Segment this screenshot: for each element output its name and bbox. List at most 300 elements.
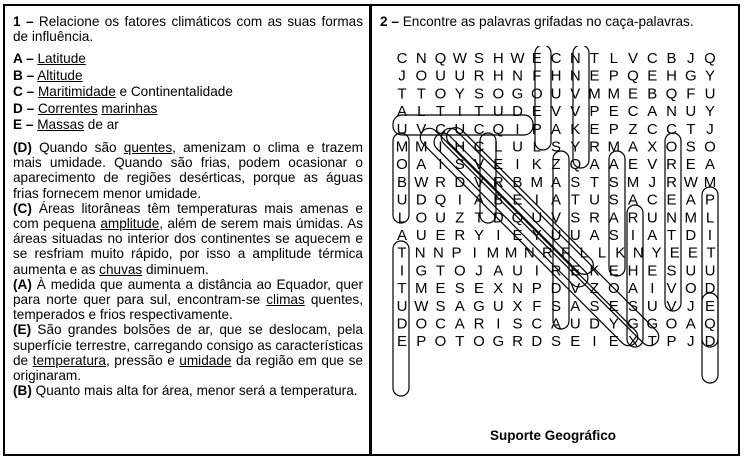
grid-letter[interactable]: U	[550, 85, 562, 103]
grid-letter[interactable]: R	[589, 209, 600, 227]
grid-letter[interactable]: S	[608, 173, 619, 191]
grid-letter[interactable]: M	[530, 173, 544, 191]
grid-letter[interactable]: E	[608, 103, 619, 121]
grid-letter[interactable]: X	[493, 280, 504, 298]
grid-letter[interactable]: U	[492, 103, 504, 121]
grid-letter[interactable]: S	[454, 280, 465, 298]
grid-letter[interactable]: U	[454, 67, 466, 85]
grid-letter[interactable]: T	[647, 333, 657, 351]
grid-letter[interactable]: C	[646, 191, 658, 209]
grid-letter[interactable]: M	[415, 138, 428, 156]
grid-letter[interactable]: C	[550, 50, 562, 67]
grid-letter[interactable]: N	[432, 244, 444, 262]
grid-letter[interactable]: N	[523, 244, 535, 262]
grid-letter[interactable]: E	[647, 67, 658, 85]
grid-letter[interactable]: W	[414, 297, 429, 315]
grid-letter[interactable]: M	[504, 244, 518, 262]
grid-letter[interactable]: B	[666, 50, 677, 67]
grid-letter[interactable]: Y	[570, 138, 581, 156]
grid-letter[interactable]: S	[570, 209, 581, 227]
grid-letter[interactable]: Q	[665, 85, 678, 103]
grid-letter[interactable]: U	[550, 227, 562, 244]
grid-letter[interactable]: E	[512, 191, 523, 209]
grid-letter[interactable]: I	[496, 315, 501, 333]
grid-letter[interactable]: T	[706, 244, 716, 262]
grid-letter[interactable]: E	[608, 297, 619, 315]
grid-letter[interactable]: T	[435, 262, 446, 280]
grid-letter[interactable]: R	[492, 173, 504, 191]
grid-letter[interactable]: I	[515, 120, 520, 138]
grid-letter[interactable]: A	[396, 103, 408, 121]
grid-letter[interactable]: F	[532, 297, 542, 315]
grid-letter[interactable]: I	[457, 103, 462, 121]
found-word-diag-1	[414, 125, 642, 350]
grid-letter[interactable]: I	[707, 227, 713, 244]
grid-letter[interactable]: S	[589, 297, 600, 315]
grid-letter[interactable]: D	[704, 333, 716, 351]
grid-letter[interactable]: I	[472, 244, 477, 262]
grid-letter[interactable]: P	[531, 120, 542, 138]
grid-letter[interactable]: U	[492, 297, 504, 315]
grid-letter[interactable]: E	[493, 156, 504, 174]
grid-letter[interactable]: T	[397, 85, 407, 103]
grid-letter[interactable]: A	[550, 315, 562, 333]
grid-letter[interactable]: L	[494, 138, 503, 156]
grid-letter[interactable]: A	[704, 156, 716, 174]
grid-letter[interactable]: E	[627, 85, 639, 103]
grid-letter[interactable]: J	[687, 50, 695, 67]
grid-letter[interactable]: B	[647, 85, 658, 103]
grid-letter[interactable]: R	[666, 173, 677, 191]
grid-letter[interactable]: H	[627, 262, 639, 280]
grid-letter[interactable]: D	[685, 227, 697, 244]
grid-letter[interactable]: L	[417, 103, 426, 121]
grid-letter[interactable]: V	[416, 120, 427, 138]
grid-letter[interactable]: Y	[454, 85, 465, 103]
grid-letter[interactable]: E	[627, 156, 639, 174]
grid-letter[interactable]: R	[473, 67, 485, 85]
grid-letter[interactable]: H	[492, 50, 504, 67]
grid-letter[interactable]: E	[669, 244, 680, 262]
grid-letter[interactable]: M	[684, 209, 698, 227]
grid-letter[interactable]: O	[415, 315, 428, 333]
grid-letter[interactable]: U	[512, 262, 523, 280]
grid-letter[interactable]: I	[438, 156, 443, 174]
grid-letter[interactable]: O	[434, 333, 447, 351]
grid-letter[interactable]: C	[473, 138, 485, 156]
grid-letter[interactable]: O	[415, 209, 428, 227]
grid-letter[interactable]: R	[550, 262, 562, 280]
grid-letter[interactable]: U	[454, 120, 466, 138]
grid-letter[interactable]: T	[474, 103, 484, 121]
grid-letter[interactable]: A	[589, 227, 600, 244]
grid-letter[interactable]: J	[687, 333, 695, 351]
grid-letter[interactable]: P	[416, 333, 427, 351]
grid-letter[interactable]: V	[550, 103, 562, 121]
grid-letter[interactable]: S	[608, 227, 619, 244]
grid-letter[interactable]: Q	[569, 156, 582, 174]
grid-letter[interactable]: T	[397, 244, 407, 262]
grid-letter[interactable]: O	[665, 315, 678, 333]
grid-letter[interactable]: X	[627, 333, 639, 351]
grid-letter[interactable]: U	[685, 262, 697, 280]
grid-letter[interactable]: J	[648, 173, 657, 191]
text-fragment: Quanto mais alta for área, menor será a temperatura.	[31, 383, 358, 399]
grid-letter[interactable]: E	[396, 333, 408, 351]
grid-letter[interactable]: E	[531, 103, 542, 121]
grid-letter[interactable]: V	[550, 209, 562, 227]
grid-letter[interactable]: B	[493, 191, 504, 209]
grid-letter[interactable]: M	[626, 173, 640, 191]
statement	[13, 201, 363, 277]
grid-letter[interactable]: U	[531, 209, 543, 227]
grid-letter[interactable]: R	[666, 156, 677, 174]
grid-letter[interactable]: C	[435, 315, 446, 333]
grid-letter[interactable]: Y	[608, 315, 619, 333]
grid-letter[interactable]: E	[589, 67, 600, 85]
grid-letter[interactable]: C	[435, 120, 446, 138]
grid-letter[interactable]: S	[685, 138, 696, 156]
grid-letter[interactable]: O	[704, 138, 716, 156]
grid-letter[interactable]: T	[435, 103, 446, 121]
grid-letter[interactable]: W	[414, 173, 429, 191]
grid-letter[interactable]: Z	[455, 209, 465, 227]
grid-letter[interactable]: X	[512, 297, 523, 315]
grid-letter[interactable]: S	[512, 315, 523, 333]
grid-letter[interactable]: I	[534, 262, 539, 280]
grid-letter[interactable]: I	[592, 333, 597, 351]
grid-letter[interactable]: M	[415, 280, 428, 298]
grid-letter[interactable]: A	[685, 191, 696, 209]
grid-letter[interactable]: O	[415, 67, 428, 85]
grid-letter[interactable]: P	[608, 120, 619, 138]
grid-letter[interactable]: Y	[704, 103, 716, 121]
grid-letter[interactable]: M	[588, 85, 601, 103]
grid-letter[interactable]: A	[608, 156, 619, 174]
grid-letter[interactable]: M	[395, 138, 409, 156]
grid-letter[interactable]: D	[589, 315, 600, 333]
grid-letter[interactable]: A	[396, 227, 408, 244]
grid-letter[interactable]: O	[665, 138, 678, 156]
grid-letter[interactable]: C	[473, 120, 485, 138]
grid-letter[interactable]: E	[647, 262, 658, 280]
grid-letter[interactable]: Y	[704, 67, 716, 85]
grid-letter[interactable]: H	[666, 67, 677, 85]
grid-letter[interactable]: A	[550, 173, 562, 191]
grid-letter[interactable]: O	[434, 85, 447, 103]
grid-letter[interactable]: Y	[473, 227, 485, 244]
grid-letter[interactable]: T	[474, 209, 484, 227]
grid-letter[interactable]: I	[630, 227, 636, 244]
grid-letter[interactable]: S	[550, 297, 562, 315]
grid-letter[interactable]: U	[704, 262, 716, 280]
grid-letter[interactable]: A	[454, 297, 465, 315]
grid-letter[interactable]: N	[569, 50, 581, 67]
grid-letter[interactable]: E	[570, 333, 581, 351]
grid-letter[interactable]: K	[531, 156, 542, 174]
grid-letter[interactable]: N	[512, 280, 523, 298]
statement	[13, 140, 363, 201]
grid-letter[interactable]: U	[589, 191, 600, 209]
grid-letter[interactable]: H	[550, 67, 562, 85]
grid-letter[interactable]: G	[492, 333, 505, 351]
grid-letter[interactable]: T	[666, 227, 677, 244]
grid-letter[interactable]: A	[627, 138, 639, 156]
grid-letter[interactable]: Q	[492, 120, 505, 138]
grid-letter[interactable]: E	[435, 280, 446, 298]
grid-letter[interactable]: U	[512, 138, 523, 156]
grid-letter[interactable]: P	[531, 280, 542, 298]
grid-letter[interactable]: I	[534, 191, 539, 209]
grid-letter[interactable]: I	[399, 262, 405, 280]
grid-letter[interactable]: N	[666, 103, 677, 121]
grid-letter[interactable]: T	[570, 191, 580, 209]
grid-letter[interactable]: I	[515, 156, 520, 174]
grid-letter[interactable]: T	[589, 50, 600, 67]
grid-letter[interactable]: U	[704, 85, 716, 103]
grid-letter[interactable]: Z	[589, 280, 600, 298]
grid-letter[interactable]: U	[415, 227, 427, 244]
grid-letter[interactable]: A	[493, 262, 504, 280]
grid-letter[interactable]: A	[570, 297, 581, 315]
grid-letter[interactable]: U	[396, 191, 408, 209]
grid-letter[interactable]: U	[646, 297, 658, 315]
grid-letter[interactable]: D	[531, 333, 543, 351]
grid-letter[interactable]: H	[454, 138, 466, 156]
grid-letter[interactable]: R	[454, 227, 466, 244]
grid-letter[interactable]: D	[512, 103, 523, 121]
grid-letter[interactable]: G	[415, 262, 428, 280]
grid-letter[interactable]: G	[627, 315, 639, 333]
grid-letter[interactable]: S	[666, 262, 677, 280]
grid-letter[interactable]: L	[397, 209, 407, 227]
grid-letter[interactable]: V	[570, 85, 581, 103]
grid-letter[interactable]: Y	[651, 244, 662, 262]
grid-letter[interactable]: F	[561, 244, 571, 262]
grid-letter[interactable]: P	[666, 333, 677, 351]
grid-letter[interactable]: N	[666, 209, 677, 227]
grid-letter[interactable]: A	[454, 315, 465, 333]
grid-letter[interactable]: O	[530, 85, 543, 103]
grid-letter[interactable]: M	[703, 173, 717, 191]
grid-letter[interactable]: E	[531, 50, 542, 67]
grid-letter[interactable]: E	[704, 297, 716, 315]
grid-letter[interactable]: R	[627, 209, 639, 227]
grid-letter[interactable]: P	[704, 191, 716, 209]
grid-letter[interactable]: U	[569, 315, 581, 333]
grid-letter[interactable]: O	[453, 262, 466, 280]
grid-letter[interactable]: N	[512, 67, 523, 85]
grid-letter[interactable]: U	[396, 120, 408, 138]
grid-letter[interactable]: E	[666, 191, 677, 209]
grid-letter[interactable]: E	[685, 156, 696, 174]
grid-letter[interactable]: E	[608, 262, 619, 280]
grid-letter[interactable]: E	[608, 333, 619, 351]
underlined-term: chuvas	[99, 261, 143, 277]
grid-letter[interactable]: G	[511, 85, 524, 103]
grid-letter[interactable]: J	[706, 120, 714, 138]
grid-letter[interactable]: W	[452, 50, 467, 67]
grid-letter[interactable]: V	[666, 280, 677, 298]
grid-letter[interactable]: U	[435, 67, 446, 85]
grid-letter[interactable]: S	[550, 138, 562, 156]
grid-letter[interactable]: R	[512, 333, 523, 351]
grid-letter[interactable]: Z	[551, 156, 561, 174]
grid-letter[interactable]: I	[650, 280, 655, 298]
grid-letter[interactable]: K	[589, 262, 600, 280]
grid-letter[interactable]: Q	[704, 315, 716, 333]
grid-letter[interactable]: W	[510, 50, 525, 67]
grid-letter[interactable]: A	[608, 209, 619, 227]
grid-letter[interactable]: N	[415, 50, 427, 67]
grid-letter[interactable]: A	[550, 191, 562, 209]
grid-letter[interactable]: N	[414, 244, 426, 262]
grid-letter[interactable]: S	[473, 85, 485, 103]
grid-letter[interactable]: M	[607, 138, 621, 156]
grid-letter[interactable]: A	[685, 315, 696, 333]
grid-letter[interactable]: U	[685, 103, 697, 121]
grid-letter[interactable]: R	[473, 315, 485, 333]
grid-letter[interactable]: S	[550, 333, 562, 351]
grid-letter[interactable]: S	[570, 173, 581, 191]
grid-letter[interactable]: L	[705, 209, 715, 227]
grid-letter[interactable]: M	[607, 85, 621, 103]
underlined-term: climas	[266, 291, 305, 307]
grid-letter[interactable]: C	[646, 50, 658, 67]
grid-letter[interactable]: Q	[434, 50, 447, 67]
grid-letter[interactable]: U	[396, 297, 408, 315]
factor-item	[13, 84, 363, 101]
grid-letter[interactable]: V	[473, 156, 485, 174]
grid-letter[interactable]: D	[492, 209, 504, 227]
grid-letter[interactable]: A	[416, 156, 427, 174]
grid-letter[interactable]: H	[492, 67, 504, 85]
grid-letter[interactable]: D	[704, 280, 716, 298]
grid-letter[interactable]: I	[438, 138, 443, 156]
grid-letter[interactable]: V	[570, 280, 581, 298]
grid-letter[interactable]: C	[531, 315, 543, 333]
grid-letter[interactable]: C	[666, 120, 677, 138]
grid-letter[interactable]: A	[550, 120, 562, 138]
grid-letter[interactable]: O	[492, 85, 505, 103]
grid-letter[interactable]: I	[496, 227, 501, 244]
grid-letter[interactable]: V	[570, 103, 581, 121]
grid-letter[interactable]: N	[569, 67, 581, 85]
grid-letter[interactable]: Y	[531, 227, 542, 244]
grid-letter[interactable]: K	[570, 120, 581, 138]
grid-letter[interactable]: O	[684, 280, 697, 298]
grid-letter[interactable]: Q	[627, 67, 639, 85]
grid-letter[interactable]: S	[608, 191, 619, 209]
factor-letter: E –	[13, 117, 34, 133]
grid-letter[interactable]: G	[473, 297, 485, 315]
grid-letter[interactable]: Q	[704, 50, 716, 67]
grid-letter[interactable]: E	[435, 227, 446, 244]
grid-letter[interactable]: T	[416, 85, 426, 103]
grid-letter[interactable]: X	[647, 138, 658, 156]
grid-letter[interactable]: P	[608, 67, 619, 85]
grid-letter[interactable]: D	[550, 280, 562, 298]
grid-letter[interactable]: O	[473, 333, 485, 351]
grid-letter[interactable]: J	[687, 297, 695, 315]
grid-letter[interactable]: Q	[511, 209, 524, 227]
grid-letter[interactable]: M	[486, 244, 500, 262]
grid-letter[interactable]: Z	[628, 120, 638, 138]
grid-letter[interactable]: D	[396, 315, 408, 333]
grid-letter[interactable]: U	[435, 209, 446, 227]
grid-letter[interactable]: B	[512, 173, 523, 191]
grid-letter[interactable]: E	[512, 227, 523, 244]
grid-letter[interactable]: S	[435, 297, 446, 315]
grid-letter[interactable]: E	[687, 244, 698, 262]
grid-letter[interactable]: A	[647, 227, 658, 244]
grid-letter[interactable]: T	[455, 333, 465, 351]
factor-letter: B –	[13, 67, 35, 83]
grid-letter[interactable]: T	[589, 173, 600, 191]
grid-letter[interactable]: L	[579, 244, 588, 262]
grid-letter[interactable]: T	[686, 120, 696, 138]
grid-letter[interactable]: L	[609, 50, 618, 67]
grid-letter[interactable]: K	[615, 244, 626, 262]
grid-letter[interactable]: P	[589, 103, 600, 121]
grid-letter[interactable]: C	[646, 120, 658, 138]
grid-letter[interactable]: V	[473, 173, 485, 191]
grid-letter[interactable]: E	[473, 280, 485, 298]
grid-letter[interactable]: A	[627, 280, 639, 298]
grid-letter[interactable]: A	[589, 156, 600, 174]
grid-letter[interactable]: R	[589, 138, 600, 156]
grid-letter[interactable]: B	[396, 173, 408, 191]
grid-letter[interactable]: U	[646, 209, 658, 227]
grid-letter[interactable]: V	[666, 297, 677, 315]
grid-letter[interactable]: C	[396, 50, 408, 67]
grid-letter[interactable]: I	[457, 191, 462, 209]
grid-letter[interactable]: R	[541, 244, 553, 262]
grid-letter[interactable]: J	[398, 67, 406, 85]
grid-letter[interactable]: C	[627, 103, 639, 121]
grid-letter[interactable]: S	[627, 297, 639, 315]
grid-letter[interactable]: D	[454, 173, 466, 191]
grid-letter[interactable]: E	[570, 262, 581, 280]
grid-letter[interactable]: A	[627, 191, 639, 209]
grid-letter[interactable]: S	[454, 156, 465, 174]
grid-letter[interactable]: O	[396, 156, 408, 174]
grid-letter[interactable]: W	[683, 173, 698, 191]
grid-letter[interactable]: G	[684, 67, 697, 85]
grid-letter[interactable]: P	[451, 244, 462, 262]
grid-letter[interactable]: R	[435, 173, 446, 191]
word-search-grid	[390, 46, 720, 416]
grid-letter[interactable]: L	[532, 138, 541, 156]
grid-letter[interactable]: S	[473, 50, 485, 67]
grid-letter[interactable]: U	[569, 227, 581, 244]
grid-letter[interactable]: N	[632, 244, 644, 262]
grid-letter[interactable]: L	[597, 244, 607, 262]
grid-letter[interactable]: G	[646, 315, 659, 333]
grid-letter[interactable]: F	[532, 67, 542, 85]
grid-letter[interactable]: V	[627, 50, 639, 67]
grid-letter[interactable]: E	[589, 120, 600, 138]
grid-letter[interactable]: D	[415, 191, 427, 209]
grid-letter[interactable]: V	[647, 156, 658, 174]
grid-letter[interactable]: O	[607, 280, 620, 298]
grid-letter[interactable]: F	[686, 85, 696, 103]
grid-letter[interactable]: J	[475, 262, 483, 280]
grid-letter[interactable]: A	[647, 103, 658, 121]
grid-letter[interactable]: Q	[434, 191, 447, 209]
grid-letter[interactable]: T	[397, 280, 407, 298]
grid-letter[interactable]: A	[473, 191, 485, 209]
